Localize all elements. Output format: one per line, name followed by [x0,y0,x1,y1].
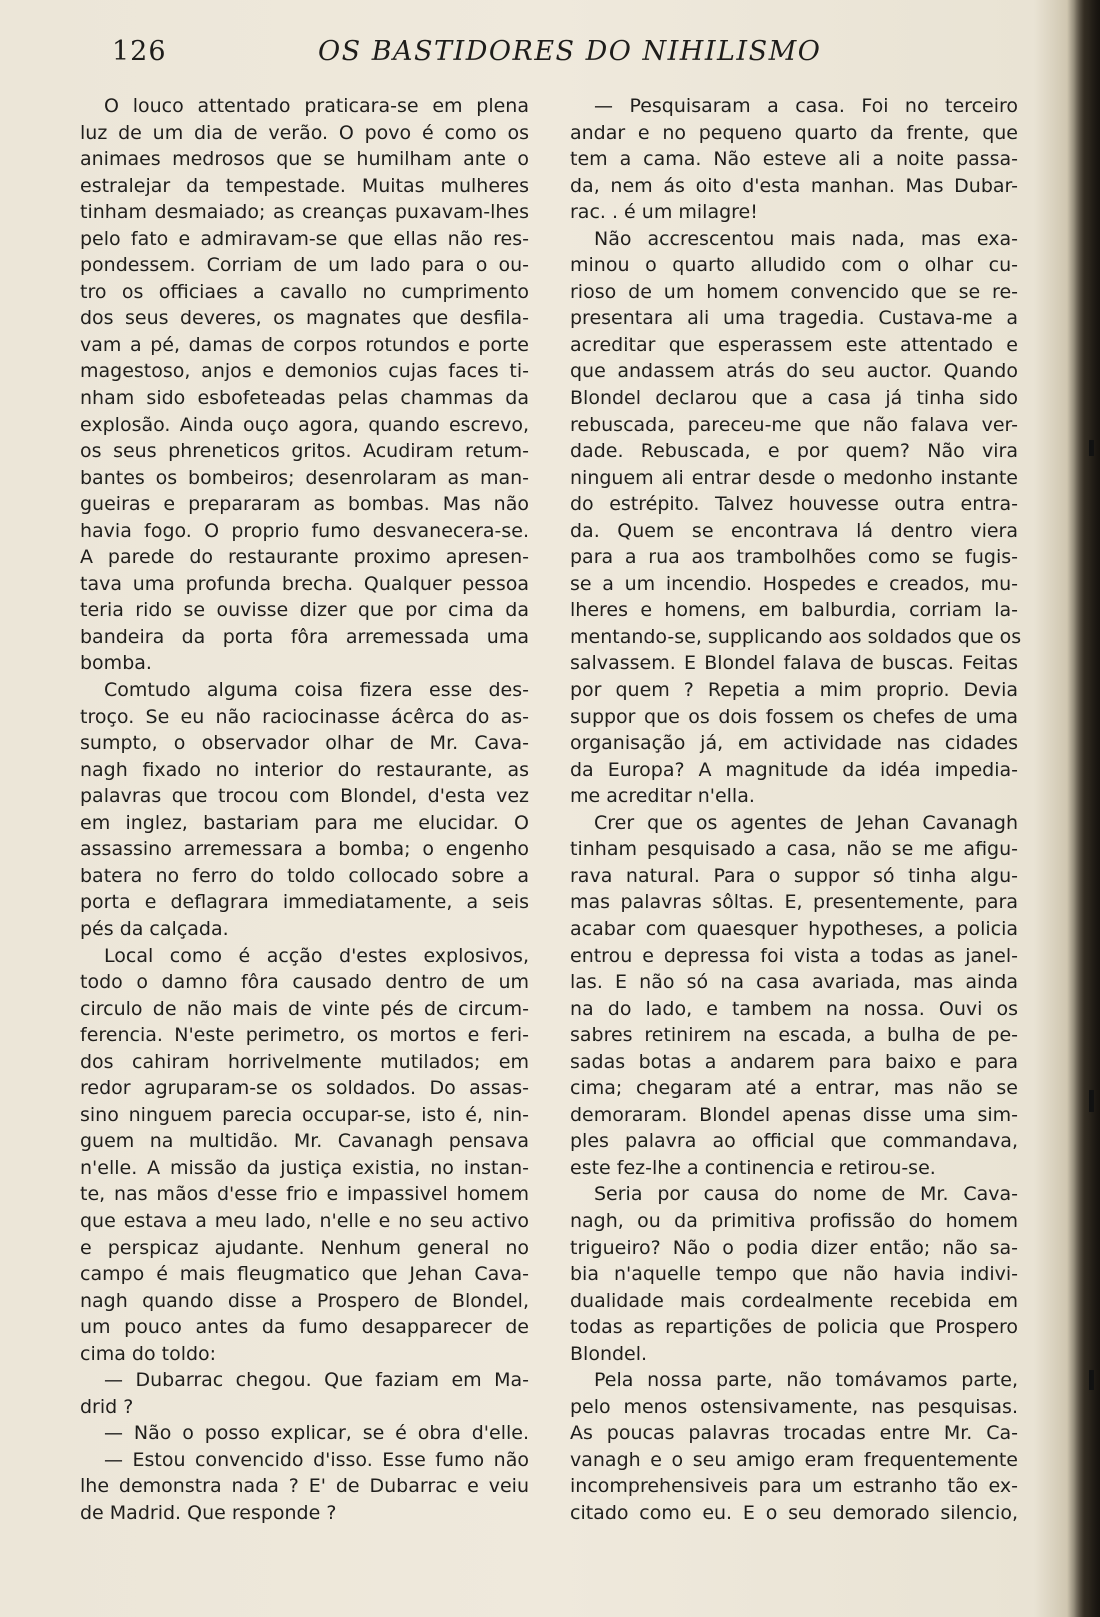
text-line: — Dubarrac chegou. Que faziam em Ma- [104,1369,529,1392]
text-line: tro os officiaes a cavallo no cumprimento [80,280,529,303]
text-line: nagh quando disse a Prospero de Blondel, [80,1289,529,1312]
text-line: me acreditar n'ella. [570,785,755,808]
text-line: sumpto, o observador olhar de Mr. Cava- [80,732,529,755]
text-line: bia n'aquelle tempo que não havia indivi- [570,1263,1018,1286]
left-text-column [80,93,529,1527]
text-line: acabar com quaesquer hypotheses, a policia [570,917,1018,940]
text-line: A parede do restaurante proximo apresen- [80,546,529,569]
text-line: dos cahiram horrivelmente mutilados; em [80,1050,529,1073]
text-line: rava natural. Para o suppor só tinha algu- [570,864,1018,887]
text-line: Pela nossa parte, não tomávamos parte, [594,1369,1018,1392]
edge-mark [1089,1370,1094,1390]
text-line: todas as repartições de policia que Prospero [570,1316,1018,1339]
text-line: rebuscada, pareceu-me que não falava ver- [570,413,1018,436]
text-line: nagh, ou da primitiva profissão do homem [570,1209,1018,1232]
text-line: da Europa? A magnitude da idéa impedia- [570,758,1018,781]
text-line: tava uma profunda brecha. Qualquer pessoa [80,572,529,595]
text-line: vanagh e o seu amigo eram frequentemente [570,1448,1018,1471]
text-line: dos seus deveres, os magnates que desfila- [80,307,529,330]
text-line: — Estou convencido d'isso. Esse fumo não [104,1448,529,1471]
text-line: minou o quarto alludido com o olhar cu- [570,254,1018,277]
text-line: las. E não só na casa avariada, mas ainda [570,971,1018,994]
text-line: e perspicaz ajudante. Nenhum general no [80,1236,529,1259]
text-line: mas palavras sôltas. E, presentemente, para [570,891,1018,914]
text-line: gueiras e prepararam as bombas. Mas não [80,493,529,516]
text-line: pondessem. Corriam de um lado para o ou- [80,254,529,277]
text-line: luz de um dia de verão. O povo é como os [80,121,529,144]
text-line: na do lado, e tambem na nossa. Ouvi os [570,997,1018,1020]
text-line: todo o damno fôra causado dentro de um [80,971,529,994]
text-line: mentando-se, supplicando aos soldados que os [570,625,1022,648]
right-text-column [570,93,1022,1527]
text-line: batera no ferro do toldo collocado sobre a [80,864,529,887]
text-line: organisação já, em actividade nas cidades [570,732,1018,755]
text-line: lhe demonstra nada ? E' de Dubarrac e veiu [80,1475,529,1498]
text-line: Crer que os agentes de Jehan Cavanagh [594,811,1018,834]
text-line: campo é mais fleugmatico que Jehan Cava- [80,1263,529,1286]
text-line: dade. Rebuscada, e por quem? Não vira [570,440,1018,463]
text-line: rioso de um homem convencido que se re- [570,280,1018,303]
text-line: suppor que os dois fossem os chefes de uma [570,705,1018,728]
text-line: nagh fixado no interior do restaurante, as [80,758,529,781]
text-line: sadas botas a andarem para baixo e para [570,1050,1018,1073]
text-line: n'elle. A missão da justiça existia, no instan- [80,1156,529,1179]
text-line: pés da calçada. [80,917,229,940]
text-line: acreditar que esperassem este attentado e [570,333,1018,356]
text-line: tem a cama. Não esteve ali a noite passa- [570,148,1018,171]
edge-mark [1089,440,1094,456]
text-line: que estava a meu lado, n'elle e no seu activo [80,1209,529,1232]
text-line: sino ninguem parecia occupar-se, isto é, nin- [80,1103,529,1126]
page-number: 126 [112,36,167,67]
text-line: explosão. Ainda ouço agora, quando escrevo, [80,413,529,436]
text-line: se a um incendio. Hospedes e creados, mu- [570,572,1018,595]
text-line: ferencia. N'este perimetro, os mortos e feri- [80,1024,529,1047]
text-line: Não accrescentou mais nada, mas exa- [594,227,1018,250]
text-line: — Pesquisaram a casa. Foi no terceiro [594,95,1018,117]
text-line: bomba. [80,652,152,675]
text-line: Blondel. [570,1342,648,1365]
text-line: Local como é acção d'estes explosivos, [104,944,529,967]
text-line: animaes medrosos que se humilham ante o [80,148,529,171]
edge-mark [1089,1090,1094,1112]
text-line: redor agruparam-se os soldados. Do assas- [80,1077,529,1100]
text-line: um pouco antes da fumo desapparecer de [80,1316,529,1339]
text-line: te, nas mãos d'esse frio e impassivel homem [80,1183,529,1206]
text-line: tinham desmaiado; as creanças puxavam-lhes [80,201,529,224]
text-line: cima do toldo: [80,1342,217,1365]
text-line: os seus phreneticos gritos. Acudiram retum- [80,440,529,463]
text-line: da. Quem se encontrava lá dentro viera [570,519,1018,542]
text-line: do estrépito. Talvez houvesse outra entra- [570,493,1018,516]
text-line: trigueiro? Não o podia dizer então; não sa- [570,1236,1018,1259]
text-line: incomprehensiveis para um estranho tão ex- [570,1475,1018,1498]
text-line: havia fogo. O proprio fumo desvanecera-se. [80,519,529,542]
text-line: por quem ? Repetia a mim proprio. Devia [570,679,1018,702]
text-line: circulo de não mais de vinte pés de circum- [80,997,529,1020]
text-line: presentara ali uma tragedia. Custava-me a [570,307,1018,330]
text-line: Seria por causa do nome de Mr. Cava- [594,1183,1018,1206]
text-line: assassino arremessara a bomba; o engenho [80,838,529,861]
text-line: em inglez, bastariam para me elucidar. O [80,811,529,834]
text-line: vam a pé, damas de corpos rotundos e porte [80,333,529,356]
text-line: porta e deflagrara immediatamente, a seis [80,891,529,914]
text-line: bantes os bombeiros; desenrolaram as man- [80,466,529,489]
text-line: O louco attentado praticara-se em plena [104,95,529,117]
text-line: lheres e homens, em balburdia, corriam la- [570,599,1018,622]
text-line: da, nem ás oito d'esta manhan. Mas Dubar- [570,174,1018,197]
text-line: de Madrid. Que responde ? [80,1501,337,1524]
text-line: ples palavra ao official que commandava, [570,1130,1018,1153]
text-line: ninguem ali entrar desde o medonho instante [570,466,1018,489]
text-line: estralejar da tempestade. Muitas mulheres [80,174,529,197]
text-line: pelo menos ostensivamente, nas pesquisas. [570,1395,1018,1418]
text-line: nham sido esbofeteadas pelas chammas da [80,387,529,410]
running-title: OS BASTIDORES DO NIHILISMO [318,36,822,67]
text-line: este fez-lhe a continencia e retirou-se. [570,1156,936,1179]
text-line: palavras que trocou com Blondel, d'esta vez [80,785,529,808]
text-line: magestoso, anjos e demonios cujas faces ti- [80,360,529,383]
text-line: rac. . é um milagre! [570,201,758,224]
text-line: pelo fato e admiravam-se que ellas não res- [80,227,529,250]
text-line: guem na multidão. Mr. Cavanagh pensava [80,1130,529,1153]
text-line: para a rua aos trambolhões como se fugis- [570,546,1018,569]
page-edge-shadow [1074,0,1100,1617]
text-line: bandeira da porta fôra arremessada uma [80,625,529,648]
text-line: — Não o posso explicar, se é obra d'elle. [104,1422,529,1445]
text-line: tinham pesquisado a casa, não se me afigu- [570,838,1018,861]
text-line: cima; chegaram até a entrar, mas não se [570,1077,1018,1100]
text-line: teria rido se ouvisse dizer que por cima da [80,599,529,622]
text-line: andar e no pequeno quarto da frente, que [570,121,1018,144]
text-line: demoraram. Blondel apenas disse uma sim- [570,1103,1018,1126]
text-line: drid ? [80,1395,134,1418]
text-line: sabres retinirem na escada, a bulha de pe- [570,1024,1018,1047]
text-line: salvassem. E Blondel falava de buscas. Feitas [570,652,1018,675]
text-line: citado como eu. E o seu demorado silencio, [570,1501,1018,1524]
text-line: As poucas palavras trocadas entre Mr. Ca- [570,1422,1018,1445]
page-header [0,32,1060,82]
text-line: dualidade mais cordealmente recebida em [570,1289,1018,1312]
text-line: troço. Se eu não raciocinasse ácêrca do as- [80,705,529,728]
text-line: Comtudo alguma coisa fizera esse des- [104,679,529,702]
text-line: que andassem atrás do seu auctor. Quando [570,360,1018,383]
text-line: Blondel declarou que a casa já tinha sido [570,387,1018,410]
text-line: entrou e depressa foi vista a todas as janel- [570,944,1018,967]
